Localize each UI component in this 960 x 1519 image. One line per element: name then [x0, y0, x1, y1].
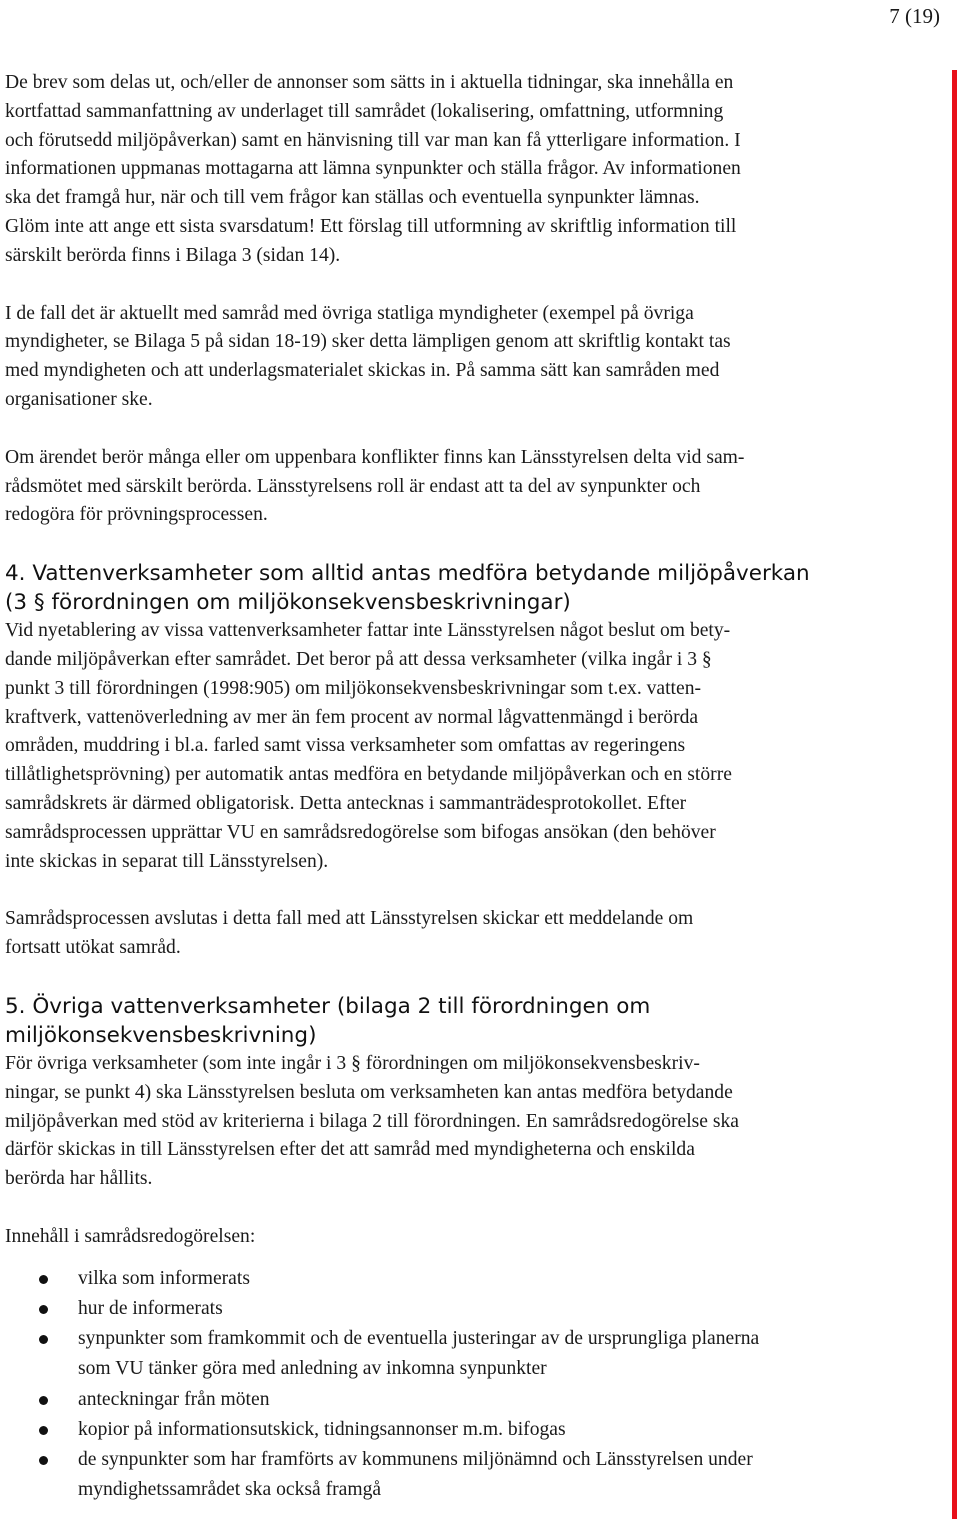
list-item-text: anteckningar från möten — [78, 1388, 270, 1410]
text-line: ska det framgå hur, när och till vem frågor kan ställas och eventuella synpunkter lämnas. — [5, 187, 700, 209]
list-item-text: myndighetssamrådet ska också framgå — [78, 1479, 382, 1501]
bullet-icon — [39, 1396, 48, 1405]
list-item-text: vilka som informerats — [78, 1267, 250, 1289]
text-line: myndigheter, se Bilaga 5 på sidan 18-19) sker detta lämpligen genom att skriftlig kontakt tas — [5, 331, 731, 353]
text-line: Vid nyetablering av vissa vattenverksamheter fattar inte Länsstyrelsen något beslut om bety- — [5, 620, 731, 642]
section-4-heading — [5, 559, 945, 617]
paragraph-myndigheter — [5, 300, 945, 415]
text-line: redogöra för prövningsprocessen. — [5, 504, 268, 526]
heading-line: 4. Vattenverksamheter som alltid antas medföra betydande miljöpåverkan — [5, 561, 810, 587]
text-line: informationen uppmanas mottagarna att lämna synpunkter och ställa frågor. Av informationen — [5, 158, 741, 180]
page-number: 7 (19) — [889, 4, 940, 28]
list-item — [5, 1324, 945, 1384]
text-line: I de fall det är aktuellt med samråd med övriga statliga myndigheter (exempel på övriga — [5, 302, 694, 324]
text-line: kortfattad sammanfattning av underlaget till samrådet (lokalisering, omfattning, utformning — [5, 100, 724, 122]
heading-line: (3 § förordningen om miljökonsekvensbeskrivningar) — [5, 590, 571, 616]
text-line: miljöpåverkan med stöd av kriterierna i bilaga 2 till förordningen. En samrådsredogörelse ska — [5, 1110, 740, 1132]
list-item-text: hur de informerats — [78, 1297, 223, 1319]
text-line: områden, muddring i bl.a. farled samt vissa verksamheter som omfattas av regeringens — [5, 735, 686, 757]
heading-line: miljökonsekvensbeskrivning) — [5, 1022, 317, 1048]
text-line: därför skickas in till Länsstyrelsen efter det att samråd med myndigheterna och enskilda — [5, 1139, 695, 1161]
text-line: organisationer ske. — [5, 388, 153, 410]
text-line: särskilt berörda finns i Bilaga 3 (sidan 14). — [5, 244, 341, 266]
list-item — [5, 1264, 945, 1294]
text-line: inte skickas in separat till Länsstyrelsen). — [5, 850, 329, 872]
section-4-body — [5, 617, 945, 876]
text-line: och förutsedd miljöpåverkan) samt en hänvisning till var man kan få ytterligare information. I — [5, 129, 741, 151]
text-line: Glöm inte att ange ett sista svarsdatum! Ett förslag till utformning av skriftlig information till — [5, 215, 737, 237]
bullet-icon — [39, 1335, 48, 1344]
text-line: Om ärendet berör många eller om uppenbara konflikter finns kan Länsstyrelsen delta vid sam- — [5, 446, 745, 468]
text-line: kraftverk, vattenöverledning av mer än fem procent av normal lågvattenmängd i berörda — [5, 706, 699, 728]
revision-change-bar — [952, 70, 957, 1519]
bullet-icon — [39, 1456, 48, 1465]
bullet-icon — [39, 1426, 48, 1435]
section-5-body — [5, 1050, 945, 1194]
text-line: tillåtlighetsprövning) per automatik antas medföra en betydande miljöpåverkan och en större — [5, 764, 732, 786]
heading-line: 5. Övriga vattenverksamheter (bilaga 2 till förordningen om — [5, 993, 651, 1019]
text-line: rådsmötet med särskilt berörda. Länsstyrelsens roll är endast att ta del av synpunkter och — [5, 475, 701, 497]
bullet-icon — [39, 1305, 48, 1314]
text-line: berörda har hållits. — [5, 1168, 153, 1190]
text-line: De brev som delas ut, och/eller de annonser som sätts in i aktuella tidningar, ska innehålla en — [5, 72, 734, 93]
text-line: med myndigheten och att underlagsmaterialet skickas in. På samma sätt kan samråden med — [5, 360, 720, 382]
text-line: punkt 3 till förordningen (1998:905) om miljökonsekvensbeskrivningar som t.ex. vatten- — [5, 677, 702, 699]
contents-list — [5, 1264, 945, 1506]
list-item — [5, 1385, 945, 1415]
list-item — [5, 1294, 945, 1324]
document-body — [5, 69, 945, 1505]
paragraph-lansstyrelsen-roll — [5, 444, 945, 530]
section-5-heading — [5, 992, 945, 1050]
text-line: dande miljöpåverkan efter samrådet. Det beror på att dessa verksamheter (vilka ingår i 3 § — [5, 648, 712, 670]
paragraph-brev — [5, 69, 945, 271]
text-line: För övriga verksamheter (som inte ingår i 3 § förordningen om miljökonsekvensbeskriv- — [5, 1052, 700, 1074]
text-line: samrådskrets är därmed obligatorisk. Detta antecknas i sammanträdesprotokollet. Efter — [5, 792, 687, 814]
list-item — [5, 1445, 945, 1505]
text-line: Samrådsprocessen avslutas i detta fall med att Länsstyrelsen skickar ett meddelande om — [5, 908, 694, 930]
list-item-text: som VU tänker göra med anledning av inkomna synpunkter — [78, 1358, 547, 1380]
list-item-text: synpunkter som framkommit och de eventuella justeringar av de ursprungliga planerna — [78, 1328, 760, 1350]
list-item — [5, 1415, 945, 1445]
list-item-text: kopior på informationsutskick, tidningsannonser m.m. bifogas — [78, 1418, 566, 1440]
list-intro: Innehåll i samrådsredogörelsen: — [5, 1225, 256, 1247]
list-item-text: de synpunkter som har framförts av kommunens miljönämnd och Länsstyrelsen under — [78, 1448, 753, 1470]
text-line: samrådsprocessen upprättar VU en samrådsredogörelse som bifogas ansökan (den behöver — [5, 821, 716, 843]
text-line: ningar, se punkt 4) ska Länsstyrelsen besluta om verksamheten kan antas medföra betydande — [5, 1081, 733, 1103]
section-4-closing — [5, 905, 945, 963]
bullet-icon — [39, 1275, 48, 1284]
text-line: fortsatt utökat samråd. — [5, 937, 181, 959]
